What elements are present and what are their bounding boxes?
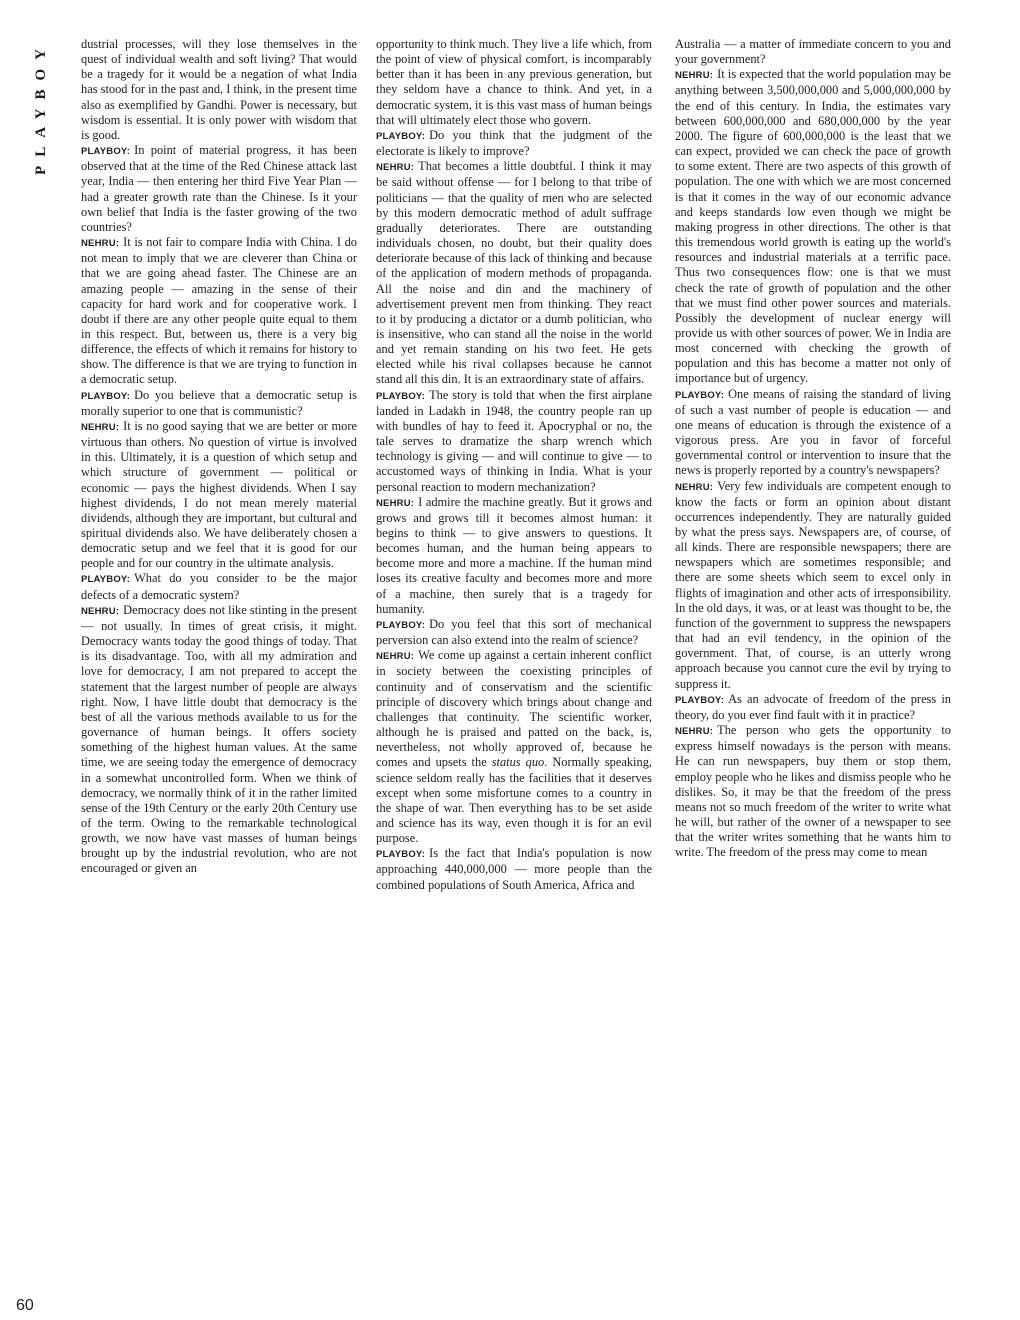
paragraph: [81, 37, 357, 143]
paragraph: [376, 846, 652, 892]
speaker-label: NEHRU:: [675, 726, 714, 738]
paragraph-text: Very few individuals are competent enough to know the facts or form an opinion about distant occurrences independently. They are naturally guided by what the press says. Newspapers are, of course, of all kinds. There are responsible newspapers; there are newspapers which are sometimes responsible; and there are some sheets which seem to excel only in flights of imagination and other acts of irresponsibility. In the old days, it was, or at least was thought to be, the function of the government to suppress the newspapers that had an evil tendency, in the opinion of the government. That, of course, is an utterly wrong approach because you cannot cure the evil by trying to suppress it.: [675, 478, 951, 691]
paragraph-text: The story is told that when the first airplane landed in Ladakh in 1948, the country people ran up with bundles of hay to feed it. Apocryphal or no, the tale serves to dramatize the sharp wrench which technology is giving — and will continue to give — to accustomed ways of thinking in India. What is your personal reaction to modern mechanization?: [376, 387, 652, 494]
speaker-label: PLAYBOY:: [376, 619, 426, 631]
running-title: PLAYBOY: [33, 40, 49, 175]
paragraph-text: Do you believe that a democratic setup is morally superior to one that is communistic?: [81, 387, 357, 418]
speaker-label: NEHRU:: [376, 162, 415, 174]
paragraph-text: That becomes a little doubtful. I think it may be said without offense — for I belong to that tribe of politicians — that the quality of men who are selected by this modern democratic method of adult suffrage gradually deteriorates. There are outstanding individuals chosen, no doubt, but their quality does deteriorate because of this lack of thinking and because of the application of modern methods of propaganda. All the noise and din and the machinery of advertisement prevent men from thinking. They react to it by producing a dictator or a dumb politician, who is insensitive, who can stand all the noise in the world and yet remain standing on his two feet. He gets elected while his rival collapses because he cannot stand all this din. It is an extraordinary state of affairs.: [376, 159, 652, 387]
paragraph-text: One means of raising the standard of living of such a vast number of people is education — and one means of education is through the existence of a vigorous press. Are you in favor of forceful governmental control or intervention to insure that the news is properly reported by a country's newspapers?: [675, 386, 951, 478]
paragraph: [81, 143, 357, 235]
paragraph: [675, 479, 951, 692]
paragraph: [675, 692, 951, 723]
paragraph-text: Do you feel that this sort of mechanical perversion can also extend into the realm of science?: [376, 616, 652, 648]
speaker-label: PLAYBOY:: [675, 389, 725, 401]
paragraph-text: Do you think that the judgment of the electorate is likely to improve?: [376, 127, 652, 159]
speaker-label: PLAYBOY:: [81, 390, 131, 402]
paragraph-text: opportunity to think much. They live a life which, from the point of view of physical comfort, is incomparably better than it has been in any previous generation, but they seldom have a chance to think. And yet, in a democratic system, it is this vast mass of human beings that will ultimately elect those who govern.: [376, 37, 652, 127]
paragraph-text: Is the fact that India's population is now approaching 440,000,000 — more people than the combined populations of South America, Africa and: [376, 846, 652, 892]
speaker-label: PLAYBOY:: [376, 849, 426, 861]
speaker-label: PLAYBOY:: [81, 574, 131, 586]
paragraph: [675, 67, 951, 386]
paragraph-text: It is no good saying that we are better or more virtuous than others. No question of virtue is involved in this. Ultimately, it is a question of which setup and which structure of government — political or economic — pays the highest dividends. When I say highest dividends, I do not mean merely material dividends, although they are important, but cultural and spiritual dividends also. We have deliberately chosen a democratic setup and we feel that it is good for our people and for our country in the ultimate analysis.: [81, 418, 357, 571]
paragraph: [376, 37, 652, 128]
speaker-label: NEHRU:: [675, 481, 714, 493]
paragraph-text: It is expected that the world population may be anything between 3,500,000,000 and 5,000,000,000 by the end of this century. In India, the estimates vary between 600,000,000 and 680,000,000 by the year 2000. The figure of 600,000,000 is the least that we can expect, provided we can check the pace of growth to some extent. There are two aspects of this growth of population. The one with which we are most concerned is that it comes in the way of our economic advance and keeps standards low even though we might be making progress in other directions. The other is that this tremendous world growth is eating up the world's resources and industrial materials at a terrific pace. Thus two consequences flow: one is that we must check the rate of growth of population and the other that we must find other power sources and materials. Possibly the development of nuclear energy will provide us with other sources of power. We in India are most concerned with checking the growth of population and this has become a matter not only of importance but of urgency.: [675, 67, 951, 386]
paragraph-text: As an advocate of freedom of the press in theory, do you ever find fault with it in practice?: [675, 691, 951, 722]
speaker-label: NEHRU:: [675, 70, 714, 82]
text-column-2: [376, 37, 652, 1312]
paragraph-text: I admire the machine greatly. But it grows and grows and grows till it becomes almost human: it begins to think — to give answers to questions. It becomes human, and the human being appears to become more and more a machine. If the human mind loses its creative faculty and becomes more and more of a machine, then surely that is a tragedy for humanity.: [376, 494, 652, 616]
paragraph: [675, 723, 951, 860]
speaker-label: PLAYBOY:: [675, 694, 725, 706]
paragraph-text: dustrial processes, will they lose themselves in the quest of individual wealth and soft living? That would be a tragedy for it would be a negation of what India has stood for in the past and, I think, in the present time also as exemplified by Gandhi. Power is necessary, but wisdom is essential. It is only power with wisdom that is good.: [81, 37, 357, 142]
paragraph: [81, 603, 357, 877]
paragraph: [675, 37, 951, 67]
paragraph: [376, 495, 652, 617]
paragraph: [376, 388, 652, 495]
page-number: 60: [16, 1297, 34, 1314]
paragraph: [376, 648, 652, 846]
paragraph: [81, 419, 357, 572]
speaker-label: PLAYBOY:: [376, 390, 426, 402]
speaker-label: NEHRU:: [376, 651, 415, 663]
speaker-label: PLAYBOY:: [81, 146, 131, 158]
text-column-1: [81, 37, 357, 1312]
paragraph-text: Democracy does not like stinting in the present — not usually. In times of great crisis, it might. Democracy wants today the good things of today. That is its disadvantage. Too, with all my admiration and love for democracy, I am not prepared to accept the statement that the largest number of people are always right. Now, I have little doubt that democracy is the best of all the various methods available to us for the governance of human beings. It offers society something of the highest human values. At the same time, we are seeing today the emergence of democracy in a somewhat uncontrolled form. When we think of democracy, we normally think of it in the rather limited sense of the 19th Century or the early 20th Century use of the term. Owing to the remarkable technological growth, we now have vast masses of human beings brought up by the industrial revolution, who are not encouraged or given an: [81, 602, 357, 876]
paragraph-text: It is not fair to compare India with China. I do not mean to imply that we are cleverer than China or that we are going ahead faster. The Chinese are an amazing people — amazing in the sense of their capacity for hard work and for cooperative work. I doubt if there are any other people quite equal to them in this respect. But, between us, there is a very big difference, the effects of which it remains for history to show. The difference is that we are trying to function in a democratic setup.: [81, 235, 357, 387]
speaker-label: NEHRU:: [81, 605, 120, 617]
paragraph-text: The person who gets the opportunity to express himself nowadays is the person with means. He can run newspapers, buy them or stop them, employ people who he likes and dismiss people who he dislikes. So, it may be that the freedom of the press means not so much freedom of the writer to write what he will, but rather of the owner of a newspaper to see that the writer writes something that he wants him to write. The freedom of the press may come to mean: [675, 723, 951, 860]
speaker-label: NEHRU:: [376, 497, 415, 509]
speaker-label: NEHRU:: [81, 421, 120, 433]
paragraph: [376, 617, 652, 648]
paragraph: [81, 571, 357, 602]
paragraph-text: What do you consider to be the major defects of a democratic system?: [81, 571, 357, 602]
paragraph: [81, 388, 357, 419]
paragraph: [81, 235, 357, 388]
paragraph-text: We come up against a certain inherent conflict in society between the coexisting principles of continuity and of conservatism and the scientific principle of discovery which brings about change and challenges that continuity. The scientific worker, although he is praised and patted on the back, is, nevertheless, not wholly approved of, because he comes and upsets the status quo. Normally speaking, science seldom really has the facilities that it deserves except when some misfortune comes to a country in the shape of war. Then everything has to be set aside and science has its way, even though it is for an evil purpose.: [376, 648, 652, 846]
paragraph: [376, 128, 652, 159]
paragraph-text: In point of material progress, it has been observed that at the time of the Red Chinese attack last year, India — then entering her third Five Year Plan — had a greater growth rate than the Chinese. Is it your own belief that India is the faster growing of the two countries?: [81, 143, 357, 234]
paragraph-text: Australia — a matter of immediate concern to you and your government?: [675, 37, 951, 67]
paragraph: [376, 159, 652, 387]
paragraph: [675, 387, 951, 479]
speaker-label: NEHRU:: [81, 238, 120, 250]
text-column-3: [675, 37, 951, 1312]
speaker-label: PLAYBOY:: [376, 130, 426, 142]
